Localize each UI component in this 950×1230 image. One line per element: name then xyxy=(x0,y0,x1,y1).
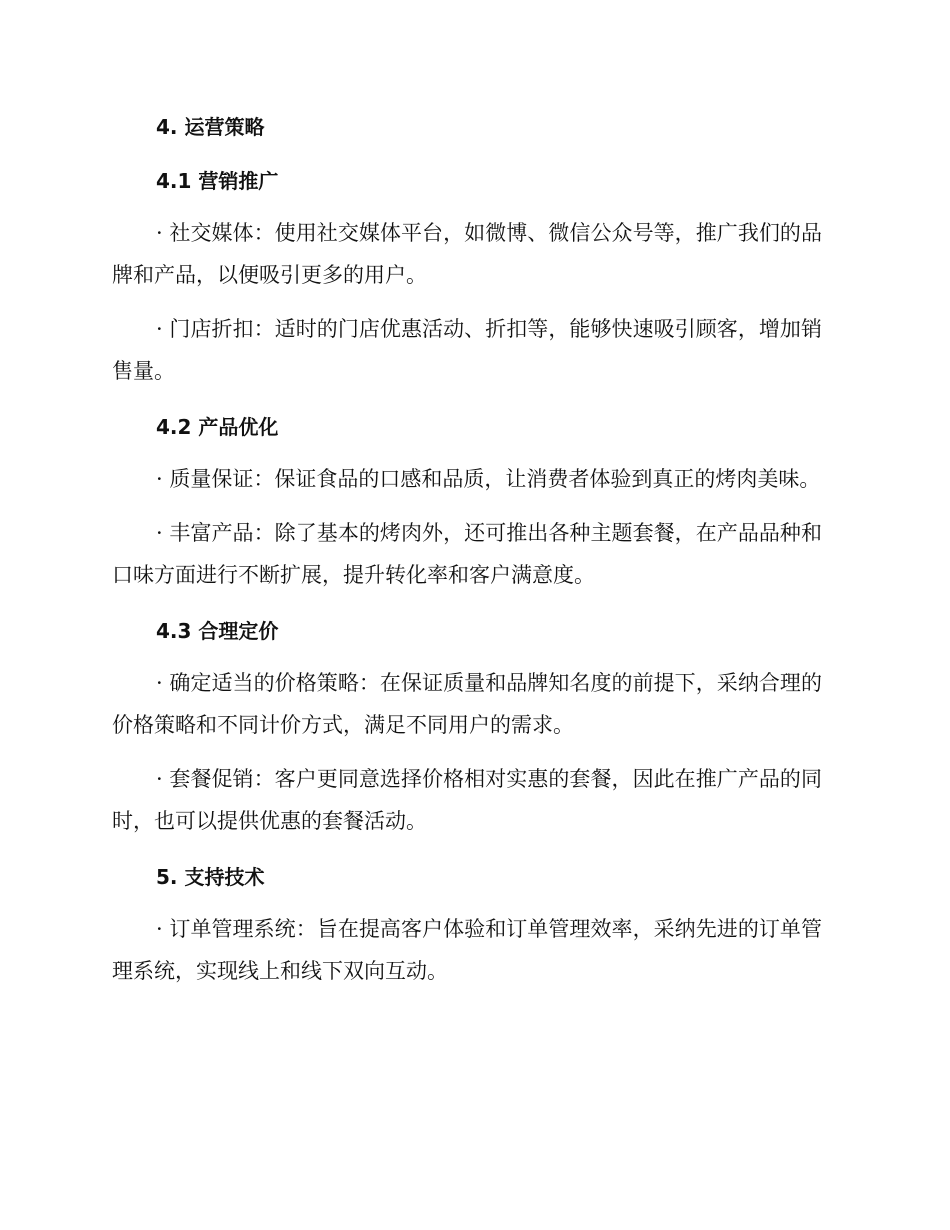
subsection-heading-4-3: 4.3 合理定价 xyxy=(156,619,279,643)
paragraph-quality-assurance: · 质量保证：保证食品的口感和品质，让消费者体验到真正的烤肉美味。 xyxy=(156,467,821,491)
paragraph-store-discount: · 门店折扣：适时的门店优惠活动、折扣等，能够快速吸引顾客，增加销售量。 xyxy=(112,317,822,383)
document-body xyxy=(112,104,822,1004)
subsection-heading-4-1: 4.1 营销推广 xyxy=(156,169,279,193)
section-heading-5: 5. 支持技术 xyxy=(156,865,265,889)
subsection-heading-4-2: 4.2 产品优化 xyxy=(156,415,279,439)
paragraph-pricing-strategy: · 确定适当的价格策略：在保证质量和品牌知名度的前提下，采纳合理的价格策略和不同计价方式，满足不同用户的需求。 xyxy=(112,671,822,737)
paragraph-rich-products: · 丰富产品：除了基本的烤肉外，还可推出各种主题套餐，在产品品种和口味方面进行不断扩展，提升转化率和客户满意度。 xyxy=(112,521,822,587)
paragraph-social-media: · 社交媒体：使用社交媒体平台，如微博、微信公众号等，推广我们的品牌和产品，以便吸引更多的用户。 xyxy=(112,221,822,287)
section-heading-4: 4. 运营策略 xyxy=(156,115,265,139)
paragraph-order-management: · 订单管理系统：旨在提高客户体验和订单管理效率，采纳先进的订单管理系统，实现线上和线下双向互动。 xyxy=(112,917,822,983)
paragraph-package-promotion: · 套餐促销：客户更同意选择价格相对实惠的套餐，因此在推广产品的同时，也可以提供优惠的套餐活动。 xyxy=(112,767,822,833)
